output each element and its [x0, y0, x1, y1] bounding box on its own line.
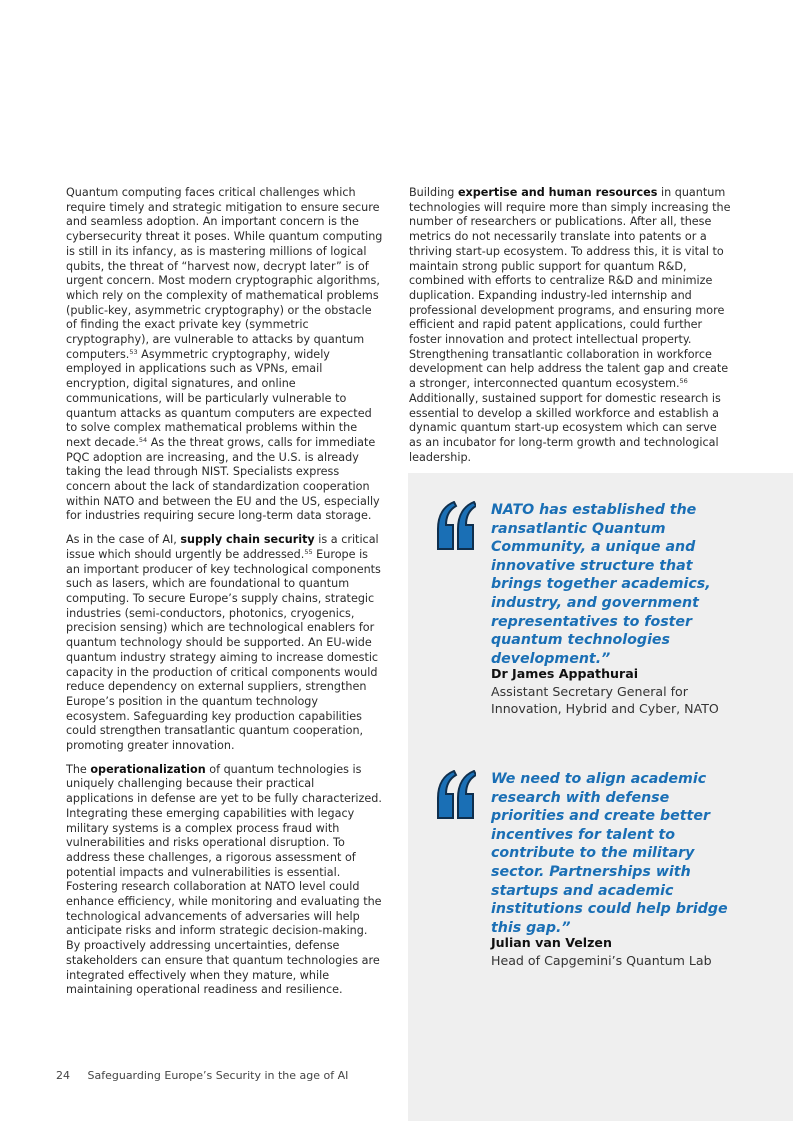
- quote-block: [436, 770, 756, 970]
- quote-text: We need to align academic research with defense priorities and create better incentives for talent to contribute to the military sector. Partnerships with startups and academic institutions could help bridge this gap.”: [491, 771, 728, 936]
- footnote-ref[interactable]: 54: [138, 435, 148, 444]
- paragraph-quantum-threat: Quantum computing faces critical challenges which require timely and strategic mitigation to ensure secure and seamless adoption. An important concern is the cybersecurity threat it poses. While quantum computing is still in its infancy, as is mastering millions of logical qubits, the threat of “harvest now, decrypt later” is of urgent concern. Most modern cryptographic algorithms, which rely on the complexity of mathematical problems (public-key, asymmetric cryptography) or the obstacle of finding the exact private key (symmetric cryptography), are vulnerable to attacks by quantum computers.$^{53}$ Asymmetric cryptography, widely employed in applications such as VPNs, email encryption, digital signatures, and online communications, will be particularly vulnerable to quantum attacks as quantum computers are expected to solve complex mathematical problems within the next decade.$^{54}$ As the threat grows, calls for immediate PQC adoption are increasing, and the U.S. is already taking the lead through NIST. Specialists express concern about the lack of standardization cooperation within NATO and between the EU and the US, especially for industries requiring secure long-term data storage.: [66, 186, 383, 523]
- quote-author-role: Assistant Secretary General for Innovation, Hybrid and Cyber, NATO: [491, 684, 719, 717]
- quote-text: NATO has established the ransatlantic Quantum Community, a unique and innovative structure that brings together academics, industry, and government representatives to foster quantum technologies development.”: [491, 502, 711, 667]
- quote-mark-icon: [436, 770, 476, 822]
- quote-author-role: Head of Capgemini’s Quantum Lab: [491, 953, 712, 968]
- page-number: 24: [56, 1069, 70, 1082]
- quote-author-name: Julian van Velzen: [491, 935, 612, 950]
- quote-panel: [408, 473, 793, 1121]
- right-column: [409, 186, 731, 474]
- bold-term: operationalization: [90, 762, 206, 776]
- footnote-ref[interactable]: 55: [304, 547, 313, 556]
- left-column: [66, 186, 384, 1007]
- quote-block: [436, 501, 756, 731]
- page-footer: [56, 1069, 348, 1082]
- quote-author-name: Dr James Appathurai: [491, 666, 639, 681]
- footer-title: Safeguarding Europe’s Security in the age of AI: [87, 1069, 349, 1082]
- paragraph-operationalization: The operationalization of quantum technologies is uniquely challenging because their practical applications in defense are yet to be fully characterized. Integrating these emerging capabilities with legacy military systems is a complex process fraud with vulnerabilities and risks operational disruption. To address these challenges, a rigorous assessment of potential impacts and vulnerabilities is essential. Fostering research collaboration at NATO level could enhance efficiency, while monitoring and evaluating the technological advancements of adversaries will help anticipate risks and inform strategic decision-making. By proactively addressing uncertainties, defense stakeholders can ensure that quantum technologies are integrated effectively when they mature, while maintaining operational readiness and resilience.: [66, 762, 382, 997]
- footnote-ref[interactable]: 56: [679, 377, 688, 386]
- bold-term: expertise and human resources: [457, 186, 658, 199]
- paragraph-human-resources: Building expertise and human resources in quantum technologies will require more than simply increasing the number of researchers or publications. After all, these metrics do not necessarily translate into patents or a thriving start-up ecosystem. To address this, it is vital to maintain strong public support for quantum R&D, combined with efforts to centralize R&D and minimize duplication. Expanding industry-led internship and professional development programs, and ensuring more efficient and rapid patent applications, could further foster innovation and protect intellectual property. Strengthening transatlantic collaboration in workforce development can help address the talent gap and create a stronger, interconnected quantum ecosystem.$^{56}$ Additionally, sustained support for domestic research is essential to develop a skilled workforce and establish a dynamic quantum start-up ecosystem which can serve as an incubator for long-term growth and technological leadership.: [409, 186, 731, 464]
- footnote-ref[interactable]: 53: [129, 347, 138, 356]
- paragraph-supply-chain: As in the case of AI, supply chain security is a critical issue which should urgently be addressed.$^{55}$ Europe is an important producer of key technological components such as lasers, which are foundational to quantum computing. To secure Europe’s supply chains, strategic industries (semi-conductors, photonics, cryogenics, precision sensing) which are technological enablers for quantum technology should be supported. An EU-wide quantum industry strategy aiming to increase domestic capacity in the production of critical components would reduce dependency on external suppliers, strengthen Europe’s position in the quantum technology ecosystem. Safeguarding key production capabilities could strengthen transatlantic quantum cooperation, promoting greater innovation.: [66, 533, 381, 753]
- quote-mark-icon: [436, 501, 476, 553]
- bold-term: supply chain security: [180, 533, 315, 547]
